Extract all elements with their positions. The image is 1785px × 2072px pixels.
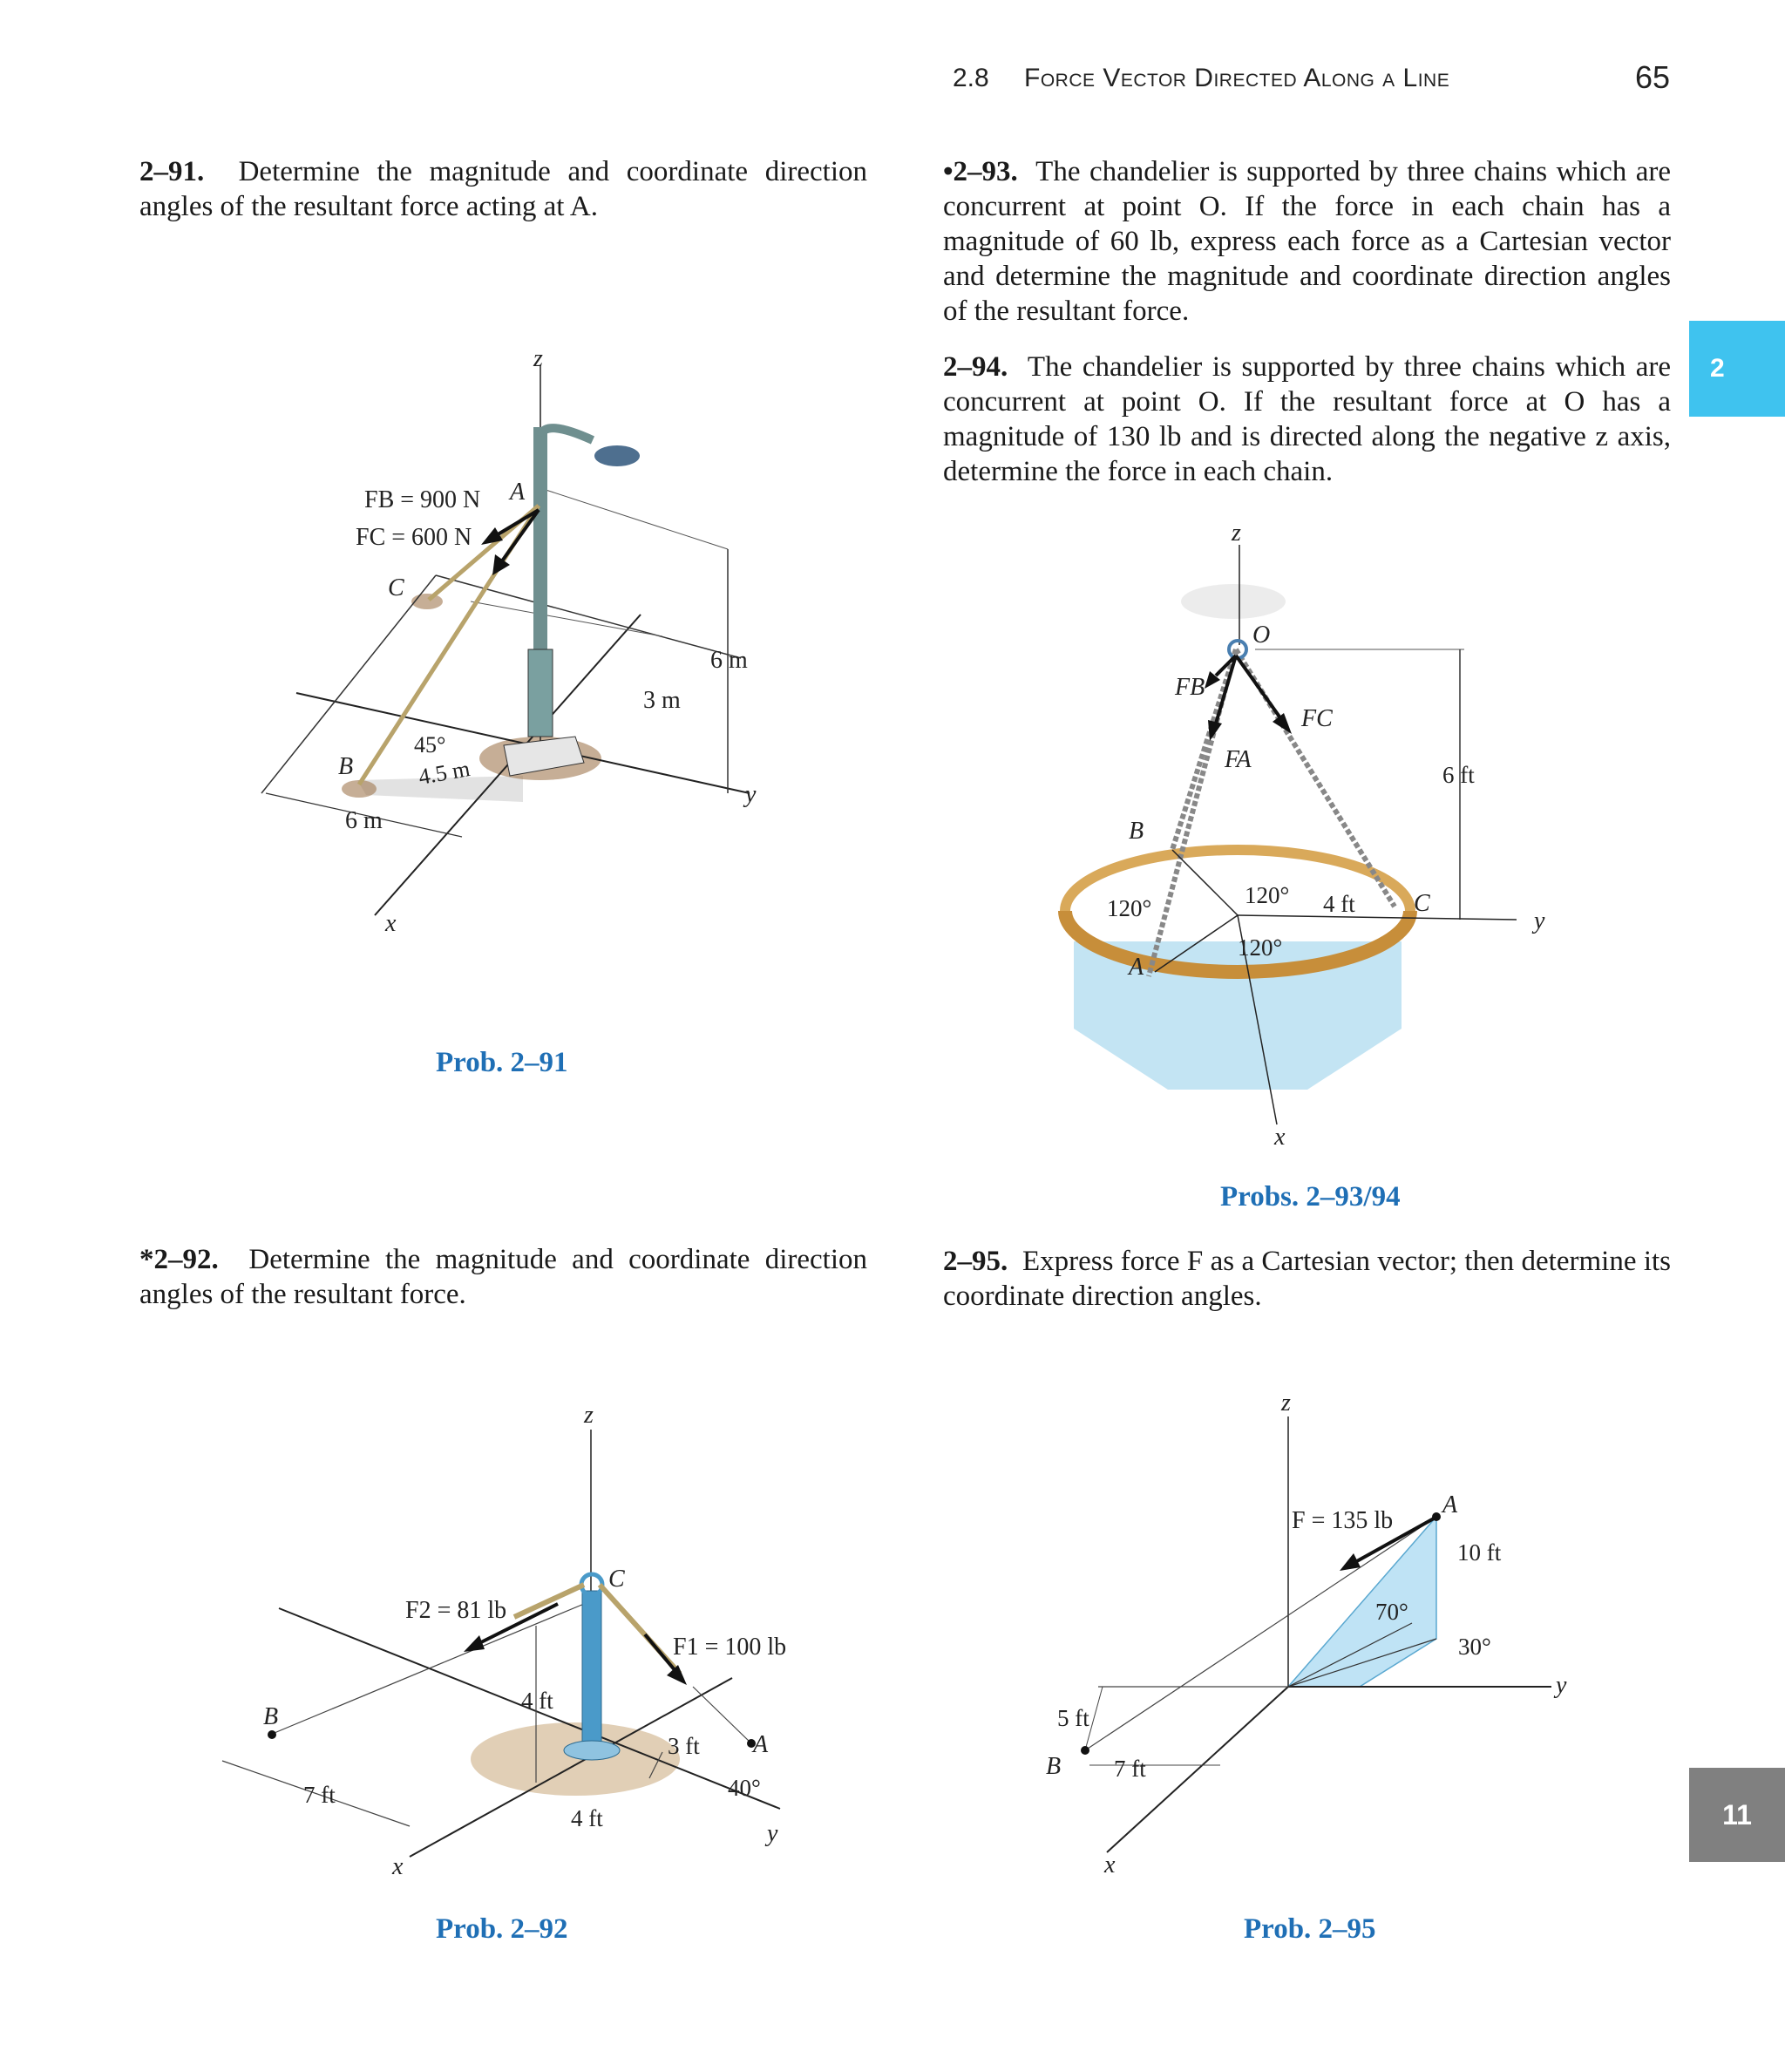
force-f-label: F = 135 lb (1292, 1507, 1394, 1534)
problem-2-92 (139, 1242, 867, 1312)
dim-10ft: 10 ft (1457, 1539, 1502, 1566)
force-fc-label: FC (1301, 705, 1333, 732)
dim-3ft: 3 ft (668, 1733, 700, 1759)
problem-text: The chandelier is supported by three chains which are concurrent at point O. If the force in each chain has a magnitude of 60 lb, express each force as a Cartesian vector and determine the magnitude and coordinate direction angles of the resultant force. (943, 156, 1671, 327)
chapter-tab: 2 (1689, 321, 1785, 417)
height-label: 6 ft (1442, 762, 1475, 788)
point-o-label: O (1252, 622, 1271, 649)
dim-6m-right: 6 m (710, 647, 748, 674)
figure-caption-2-93-94: Probs. 2–93/94 (1220, 1181, 1401, 1213)
point-b-label: B (1129, 818, 1144, 845)
point-a-label: A (1129, 954, 1144, 981)
point-b-label: B (338, 753, 354, 780)
point-c-label: C (388, 574, 404, 601)
dim-6m-left: 6 m (345, 807, 383, 834)
figure-2-91 (235, 331, 845, 959)
axis-z-label: z (584, 1402, 594, 1429)
radius-label: 4 ft (1323, 891, 1355, 917)
figure-2-92 (209, 1390, 837, 1878)
figure-caption-2-92: Prob. 2–92 (436, 1913, 568, 1945)
dim-3m: 3 m (643, 687, 681, 714)
force-fb-label: FB = 900 N (364, 486, 481, 513)
axis-y-label: y (767, 1820, 778, 1847)
force-fb-label: FB (1175, 674, 1205, 701)
problem-text: Determine the magnitude and coordinate direction angles of the resultant force acting at A. (139, 156, 868, 222)
figure-2-93-94 (1046, 514, 1586, 1151)
point-b-label: B (263, 1703, 279, 1730)
dim-5ft: 5 ft (1057, 1705, 1089, 1731)
dim-4-5m: 4.5 m (417, 756, 472, 790)
angle-2-label: 120° (1245, 882, 1290, 908)
problem-2-94 (943, 350, 1671, 489)
angle-label: 45° (414, 732, 446, 757)
force-f2-label: F2 = 81 lb (405, 1597, 507, 1624)
point-a-label: A (510, 479, 526, 506)
problem-text: Determine the magnitude and coordinate direction angles of the resultant force. (139, 1244, 867, 1310)
axis-x-label: x (385, 910, 397, 937)
axis-z-label: z (1232, 520, 1241, 547)
point-c-label: C (1414, 890, 1430, 917)
axis-x-label: x (392, 1853, 404, 1878)
problem-number: •2–93. (943, 156, 1018, 187)
dim-4ft-height: 4 ft (521, 1688, 553, 1714)
problem-number: *2–92. (139, 1244, 219, 1275)
dim-7ft: 7 ft (303, 1782, 336, 1808)
problem-text: The chandelier is supported by three chains which are concurrent at point O. If the resultant force at O has a magnitude of 130 lb and is directed along the negative z axis, determine the force in each chain. (943, 351, 1671, 487)
point-a-label: A (1442, 1491, 1458, 1518)
figure-caption-2-95: Prob. 2–95 (1244, 1913, 1376, 1945)
figure-2-95 (1028, 1386, 1595, 1883)
axis-z-label: z (1281, 1389, 1291, 1416)
problem-number: 2–95. (943, 1246, 1008, 1277)
axis-x-label: x (1104, 1851, 1116, 1878)
problem-2-95 (943, 1244, 1671, 1314)
force-fc-label: FC = 600 N (356, 524, 472, 551)
force-fa-label: FA (1225, 746, 1252, 773)
angle-30-label: 30° (1458, 1634, 1491, 1660)
axis-y-label: y (1556, 1672, 1567, 1699)
axis-y-label: y (1534, 907, 1545, 934)
angle-label: 40° (728, 1775, 761, 1801)
axis-x-label: x (1274, 1124, 1286, 1151)
page-number: 65 (1635, 59, 1671, 95)
angle-70-label: 70° (1375, 1599, 1408, 1625)
dim-7ft: 7 ft (1114, 1756, 1146, 1782)
section-title: Force Vector Directed Along a Line (1024, 64, 1450, 92)
axis-z-label: z (533, 345, 543, 372)
point-a-label: A (753, 1731, 769, 1758)
side-tab: 11 (1689, 1768, 1785, 1862)
axis-y-label: y (745, 781, 757, 808)
figure-caption-2-91: Prob. 2–91 (436, 1047, 568, 1078)
angle-3-label: 120° (1238, 934, 1283, 961)
problem-2-91 (139, 154, 867, 224)
problem-text: Express force F as a Cartesian vector; then determine its coordinate direction angles. (943, 1246, 1671, 1312)
problem-number: 2–91. (139, 156, 205, 187)
point-c-label: C (608, 1566, 625, 1593)
angle-1-label: 120° (1107, 895, 1152, 921)
dim-4ft-base: 4 ft (571, 1805, 603, 1831)
problem-number: 2–94. (943, 351, 1008, 383)
problem-2-93 (943, 154, 1671, 329)
force-f1-label: F1 = 100 lb (673, 1634, 787, 1661)
section-number: 2.8 (953, 64, 989, 92)
point-b-label: B (1046, 1753, 1062, 1780)
